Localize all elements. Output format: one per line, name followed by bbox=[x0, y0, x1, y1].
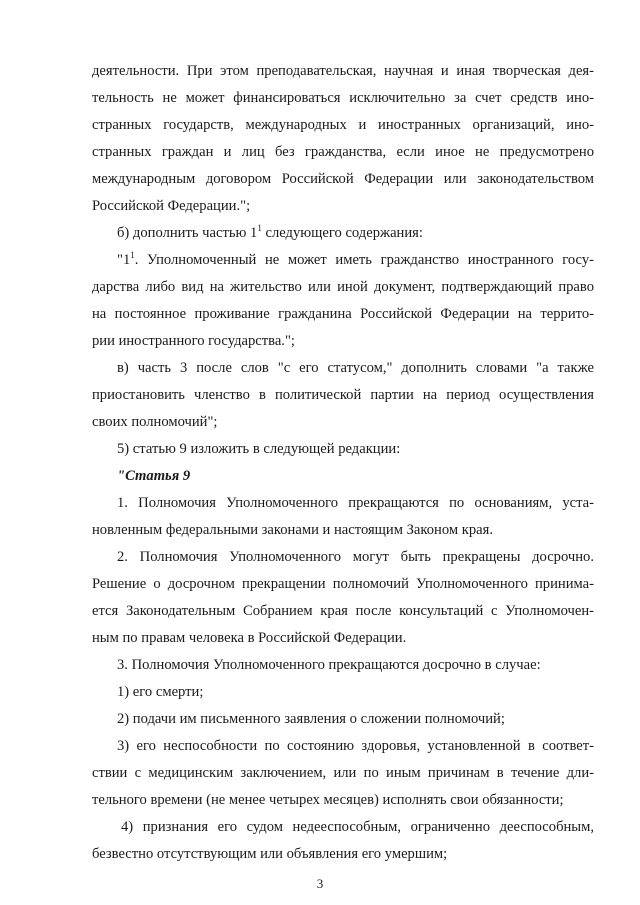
text-line: на постоянное проживание гражданина Российской Федерации на террито- bbox=[92, 306, 594, 322]
text-line: своих полномочий"; bbox=[92, 414, 218, 430]
article-heading: "Статья 9 bbox=[117, 468, 191, 484]
text-line: в) часть 3 после слов "с его статусом," дополнить словами "а также bbox=[117, 360, 594, 376]
text-line: 3) его неспособности по состоянию здоровья, установленной в соответ- bbox=[117, 738, 594, 754]
text-line: деятельности. При этом преподавательская, научная и иная творческая дея- bbox=[92, 63, 594, 79]
text-line: дарства либо вид на жительство или иной документ, подтверждающий право bbox=[92, 279, 594, 295]
text-line: 1. Полномочия Уполномоченного прекращаются по основаниям, уста- bbox=[117, 495, 594, 511]
quote-text: . Уполномоченный не может иметь гражданство иностранного госу- bbox=[134, 252, 594, 268]
text-line: рии иностранного государства."; bbox=[92, 333, 295, 349]
text-line: ется Законодательным Собранием края после консультаций с Уполномочен- bbox=[92, 603, 594, 619]
page-number: 3 bbox=[316, 876, 324, 891]
superscript: 1 bbox=[257, 223, 262, 233]
list-item: 1) его смерти; bbox=[117, 684, 204, 700]
text-line: безвестно отсутствующим или объявления его умершим; bbox=[92, 846, 448, 862]
superscript: 1 bbox=[130, 250, 135, 260]
text-line: ствии с медицинским заключением, или по иным причинам в течение дли- bbox=[92, 765, 594, 781]
text-line: ным по правам человека в Российской Федерации. bbox=[92, 630, 407, 646]
text-line: 2. Полномочия Уполномоченного могут быть прекращены досрочно. bbox=[117, 549, 594, 565]
item-5: 5) статью 9 изложить в следующей редакции: bbox=[117, 441, 401, 457]
quote-number: "1 bbox=[117, 252, 131, 268]
text-line: новленным федеральными законами и настоящим Законом края. bbox=[92, 522, 493, 538]
text-line: 3. Полномочия Уполномоченного прекращаются досрочно в случае: bbox=[117, 657, 541, 673]
text-line: 4) признания его судом недееспособным, ограниченно дееспособным, bbox=[121, 819, 594, 835]
text-line: тельного времени (не менее четырех месяцев) исполнять свои обязанности; bbox=[92, 792, 564, 808]
text-line: странных граждан и лиц без гражданства, если иное не предусмотрено bbox=[92, 144, 594, 160]
quote-line bbox=[117, 251, 594, 269]
text-line: приостановить членство в политической партии на период осуществления bbox=[92, 387, 594, 403]
text-line: странных государств, международных и иностранных организаций, ино- bbox=[92, 117, 594, 133]
text-line: Российской Федерации."; bbox=[92, 198, 251, 214]
list-item: 2) подачи им письменного заявления о сложении полномочий; bbox=[117, 711, 505, 727]
text-line: тельность не может финансироваться исключительно за счет средств ино- bbox=[92, 90, 594, 106]
item-b-text-after: следующего содержания: bbox=[261, 225, 423, 241]
item-b-text: б) дополнить частью 1 bbox=[117, 225, 258, 241]
text-line: Решение о досрочном прекращении полномочий Уполномоченного принима- bbox=[92, 576, 594, 592]
item-b bbox=[117, 224, 594, 242]
text-line: международным договором Российской Федерации или законодательством bbox=[92, 171, 594, 187]
